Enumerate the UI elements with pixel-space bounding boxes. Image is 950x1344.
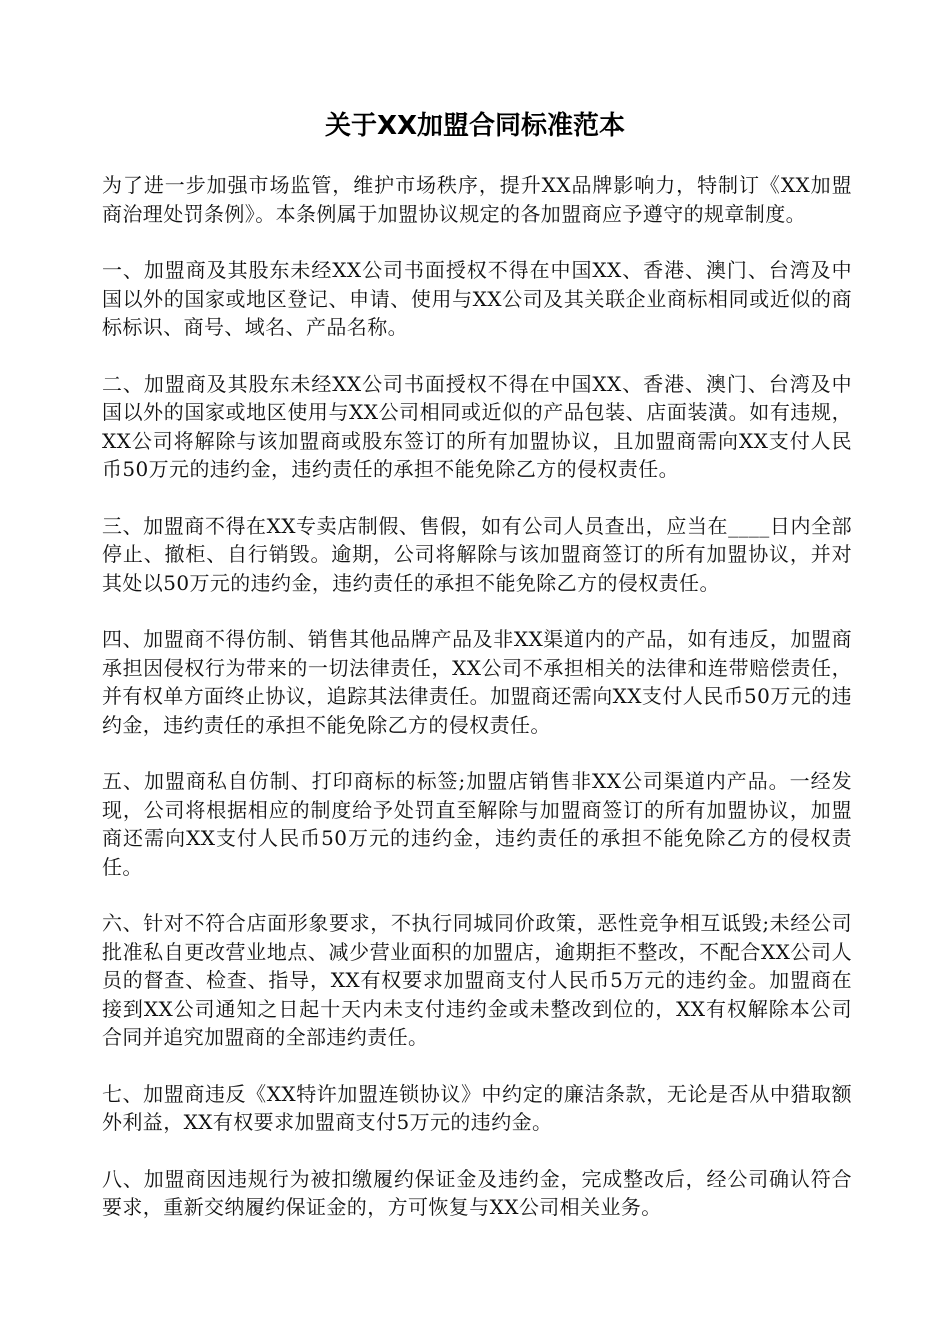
paragraph-clause-4: 四、加盟商不得仿制、销售其他品牌产品及非XX渠道内的产品，如有违反，加盟商承担因侵权行为带来的一切法律责任，XX公司不承担相关的法律和连带赔偿责任，并有权单方面终止协议，追踪其法律责任。加盟商还需向XX支付人民币50万元的违约金，违约责任的承担不能免除乙方的侵权责任。 [102,627,852,737]
paragraph-clause-7: 七、加盟商违反《XX特许加盟连锁协议》中约定的廉洁条款，无论是否从中猎取额外利益，XX有权要求加盟商支付5万元的违约金。 [102,1081,852,1134]
paragraph-clause-6: 六、针对不符合店面形象要求，不执行同城同价政策，恶性竞争相互诋毁;未经公司批准私自更改营业地点、减少营业面积的加盟店，逾期拒不整改，不配合XX公司人员的督查、检查、指导，XX有权要求加盟商支付人民币5万元的违约金。加盟商在接到XX公司通知之日起十天内未支付违约金或未整改到位的，XX有权解除本公司合同并追究加盟商的全部违约责任。 [102,911,852,1049]
paragraph-clause-3: 三、加盟商不得在XX专卖店制假、售假，如有公司人员查出，应当在____日内全部停止、撤柜、自行销毁。逾期，公司将解除与该加盟商签订的所有加盟协议，并对其处以50万元的违约金，违约责任的承担不能免除乙方的侵权责任。 [102,513,852,595]
paragraph-clause-5: 五、加盟商私自仿制、打印商标的标签;加盟店销售非XX公司渠道内产品。一经发现，公司将根据相应的制度给予处罚直至解除与加盟商签订的所有加盟协议，加盟商还需向XX支付人民币50万元的违约金，违约责任的承担不能免除乙方的侵权责任。 [102,769,852,879]
paragraph-intro: 为了进一步加强市场监管，维护市场秩序，提升XX品牌影响力，特制订《XX加盟商治理处罚条例》。本条例属于加盟协议规定的各加盟商应予遵守的规章制度。 [102,173,852,226]
paragraph-clause-8: 八、加盟商因违规行为被扣缴履约保证金及违约金，完成整改后，经公司确认符合要求，重新交纳履约保证金的，方可恢复与XX公司相关业务。 [102,1166,852,1219]
document-title: 关于XX加盟合同标准范本 [324,111,626,141]
paragraph-clause-1: 一、加盟商及其股东未经XX公司书面授权不得在中国XX、香港、澳门、台湾及中国以外的国家或地区登记、申请、使用与XX公司及其关联企业商标相同或近似的商标标识、商号、域名、产品名称。 [102,258,852,339]
paragraph-clause-2: 二、加盟商及其股东未经XX公司书面授权不得在中国XX、香港、澳门、台湾及中国以外的国家或地区使用与XX公司相同或近似的产品包装、店面装潢。如有违规，XX公司将解除与该加盟商或股东签订的所有加盟协议，且加盟商需向XX支付人民币50万元的违约金，违约责任的承担不能免除乙方的侵权责任。 [102,371,852,481]
document-body [102,171,852,1250]
